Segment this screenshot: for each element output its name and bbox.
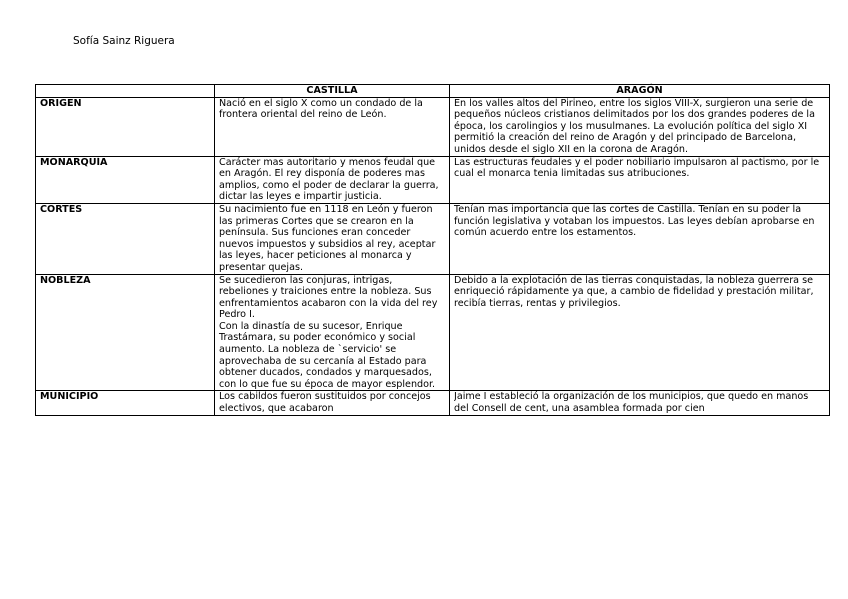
row-label-origen: ORIGEN <box>36 97 215 156</box>
table-row <box>36 274 830 391</box>
header-empty <box>36 85 215 98</box>
nobleza-paragraph-1: Se sucedieron las conjuras, intrigas, rebeliones y traiciones entre la nobleza. Sus enfrentamientos acabaron con la vida del rey Pedro I. <box>219 274 438 321</box>
cell-aragon-monarquia: Las estructuras feudales y el poder nobiliario impulsaron al pactismo, por le cual el monarca tenia limitadas sus atribuciones. <box>450 156 830 203</box>
header-castilla: CASTILLA <box>215 85 450 98</box>
cell-aragon-municipio <box>450 391 830 416</box>
cell-aragon-origen: En los valles altos del Pirineo, entre los siglos VIII-X, surgieron una serie de pequeños núcleos cristianos delimitados por los dos grandes poderes de la época, los carolingios y los musulmanes. La evolución política del siglo XI permitió la creación del reino de Aragón y del principado de Barcelona, unidos desde el siglo XII en la corona de Aragón. <box>450 97 830 156</box>
row-label-cortes: CORTES <box>36 203 215 274</box>
cell-aragon-cortes: Tenían mas importancia que las cortes de Castilla. Tenían en su poder la función legislativa y votaban los impuestos. Las leyes debían aprobarse en común acuerdo entre los estamentos. <box>450 203 830 274</box>
table-row <box>36 203 830 274</box>
cell-castilla-monarquia: Carácter mas autoritario y menos feudal que en Aragón. El rey disponía de poderes mas amplios, como el poder de declarar la guerra, dictar las leyes e impartir justicia. <box>215 156 450 203</box>
cell-aragon-municipio-text: Jaime I estableció la organización de los municipios, que quedo en manos del Consell de cent, una asamblea formada por cien <box>454 391 809 415</box>
table-row <box>36 391 830 416</box>
table-row <box>36 156 830 203</box>
cell-castilla-origen: Nació en el siglo X como un condado de la frontera oriental del reino de León. <box>215 97 450 156</box>
comparison-table <box>35 84 830 416</box>
table-row <box>36 97 830 156</box>
cell-castilla-municipio-text: Los cabildos fueron sustituidos por concejos electivos, que acabaron <box>219 391 431 415</box>
cell-aragon-nobleza: Debido a la explotación de las tierras conquistadas, la nobleza guerrera se enriqueció rápidamente ya que, a cambio de fidelidad y prestación militar, recibía tierras, rentas y privilegios. <box>450 274 830 391</box>
nobleza-paragraph-2: Con la dinastía de su sucesor, Enrique Trastámara, su poder económico y social aumento. La nobleza de `servicio' se aprovechaba de su cercanía al Estado para obtener ducados, condados y marquesados, con lo que fue su época de mayor esplendor. <box>219 320 436 390</box>
cell-castilla-nobleza <box>215 274 450 391</box>
row-label-nobleza: NOBLEZA <box>36 274 215 391</box>
header-aragon: ARAGÓN <box>450 85 830 98</box>
cell-castilla-municipio <box>215 391 450 416</box>
author-name: Sofía Sainz Riguera <box>73 35 175 47</box>
table-header-row <box>36 85 830 98</box>
cell-castilla-cortes: Su nacimiento fue en 1118 en León y fueron las primeras Cortes que se crearon en la península. Sus funciones eran conceder nuevos impuestos y subsidios al rey, aceptar las leyes, hacer peticiones al monarca y presentar quejas. <box>215 203 450 274</box>
row-label-municipio: MUNICIPIO <box>36 391 215 416</box>
row-label-monarquia: MONARQUÍA <box>36 156 215 203</box>
